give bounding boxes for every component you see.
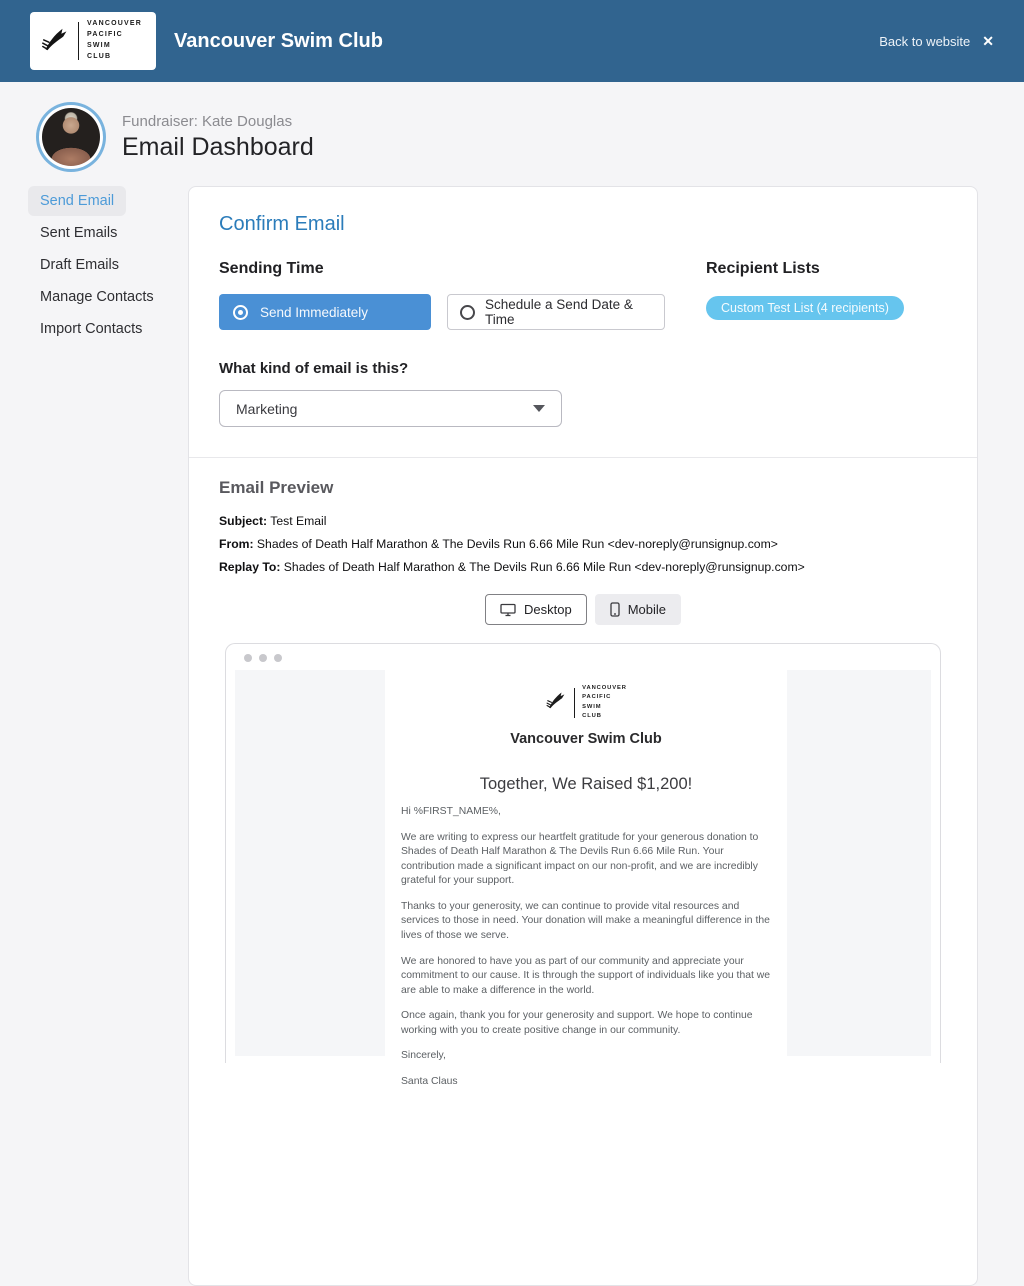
email-left-margin	[235, 670, 385, 1056]
reply-to-label: Replay To:	[219, 560, 281, 574]
sidebar-item-import-contacts[interactable]	[28, 314, 154, 344]
email-signature: Santa Claus	[401, 1075, 458, 1087]
subject-line	[219, 514, 947, 528]
email-brand-name: Vancouver Swim Club	[510, 731, 662, 748]
club-logo[interactable]	[30, 12, 156, 70]
sending-time-heading: Sending Time	[219, 260, 324, 277]
from-value: Shades of Death Half Marathon & The Devils Run 6.66 Mile Run <dev-noreply@runsignup.com>	[256, 537, 778, 551]
fundraiser-label: Fundraiser: Kate Douglas	[122, 112, 293, 130]
logo-line: VANCOUVER	[582, 685, 627, 691]
email-body	[226, 670, 940, 1087]
confirm-email-heading: Confirm Email	[219, 213, 345, 235]
app-title: Vancouver Swim Club	[174, 29, 383, 52]
email-preview-window	[225, 643, 941, 1087]
send-immediately-button[interactable]	[219, 294, 431, 330]
email-paragraph: We are honored to have you as part of our community and appreciate your commitment to our cause. It is through the support of individuals like you that we are able to make a difference in the world.	[401, 955, 771, 996]
page-head	[0, 82, 1024, 174]
sidebar-item-send-email[interactable]	[28, 186, 126, 216]
main-card	[188, 186, 978, 1286]
email-paragraph: Once again, thank you for your generosity and support. We hope to continue working with you to create positive change in our community.	[401, 1010, 753, 1036]
email-kind-question: What kind of email is this?	[219, 360, 409, 377]
logo-line: PACIFIC	[582, 694, 612, 701]
top-header	[0, 0, 1024, 82]
page-title: Email Dashboard	[122, 132, 314, 161]
email-paragraph: Thanks to your generosity, we can continue to provide vital resources and services to those in need. Your donation will make a meaningful difference in the lives of those we serve.	[401, 900, 770, 941]
mobile-toggle-label: Mobile	[627, 602, 666, 617]
device-toggle	[219, 594, 947, 625]
radio-selected-icon	[233, 305, 248, 320]
email-paragraph: We are writing to express our heartfelt gratitude for your generous donation to Shades of Death Half Marathon & The Devils Run 6.66 Mile Run. Your contribution made a significant impact on our non-profit, and we are incredibly grateful for your support.	[401, 831, 759, 887]
from-label: From:	[219, 537, 254, 551]
window-dot-icon	[244, 654, 252, 662]
schedule-send-button[interactable]	[447, 294, 665, 330]
desktop-toggle-label: Desktop	[524, 602, 572, 617]
email-greeting: Hi %FIRST_NAME%,	[401, 806, 501, 818]
reply-to-value: Shades of Death Half Marathon & The Devils Run 6.66 Mile Run <dev-noreply@runsignup.com>	[283, 560, 805, 574]
email-preview-heading: Email Preview	[219, 478, 334, 497]
desktop-monitor-icon	[500, 603, 516, 617]
sidebar	[0, 186, 188, 346]
sidebar-item-manage-contacts[interactable]	[28, 282, 166, 312]
email-club-logo	[401, 684, 771, 721]
back-to-website-link[interactable]: Back to website	[879, 33, 971, 49]
close-icon[interactable]: ✕	[982, 32, 994, 49]
logo-line: CLUB	[582, 712, 602, 719]
schedule-send-label: Schedule a Send Date & Time	[485, 297, 633, 327]
logo-line: SWIM	[87, 42, 111, 49]
from-line	[219, 537, 947, 551]
logo-line: VANCOUVER	[87, 20, 143, 28]
sidebar-item-label: Manage Contacts	[40, 289, 154, 305]
logo-wordmark	[87, 19, 142, 62]
reply-to-line	[219, 560, 947, 574]
logo-wordmark	[582, 684, 627, 721]
radio-unselected-icon	[460, 305, 475, 320]
window-bar	[226, 644, 940, 670]
window-dot-icon	[259, 654, 267, 662]
window-dot-icon	[274, 654, 282, 662]
mobile-phone-icon	[610, 602, 620, 617]
email-kind-select[interactable]	[219, 390, 562, 427]
email-right-margin	[787, 670, 931, 1056]
sidebar-item-label: Draft Emails	[40, 257, 119, 273]
sidebar-item-label: Send Email	[40, 193, 115, 209]
whale-icon	[545, 689, 567, 716]
subject-label: Subject:	[219, 514, 268, 528]
sidebar-item-label: Import Contacts	[40, 321, 143, 337]
email-signoff: Sincerely,	[401, 1050, 446, 1062]
avatar	[42, 108, 100, 166]
sidebar-item-draft-emails[interactable]	[28, 250, 131, 280]
desktop-toggle-button[interactable]	[485, 594, 587, 625]
subject-value: Test Email	[270, 514, 327, 528]
email-content	[385, 670, 787, 1087]
recipient-lists-heading: Recipient Lists	[706, 260, 820, 277]
recipient-list-badge[interactable]: Custom Test List (4 recipients)	[706, 296, 904, 320]
mobile-toggle-button[interactable]	[595, 594, 681, 625]
sidebar-item-sent-emails[interactable]	[28, 218, 129, 248]
email-headline: Together, We Raised $1,200!	[479, 775, 693, 794]
logo-line: SWIM	[582, 703, 602, 710]
chevron-down-icon	[533, 405, 545, 412]
sidebar-item-label: Sent Emails	[40, 225, 118, 241]
logo-line: PACIFIC	[87, 31, 123, 39]
whale-icon	[40, 24, 70, 59]
email-kind-value: Marketing	[236, 400, 298, 417]
logo-divider	[78, 22, 79, 60]
logo-line: CLUB	[87, 52, 112, 60]
send-immediately-label: Send Immediately	[260, 304, 369, 320]
logo-divider	[574, 688, 575, 718]
